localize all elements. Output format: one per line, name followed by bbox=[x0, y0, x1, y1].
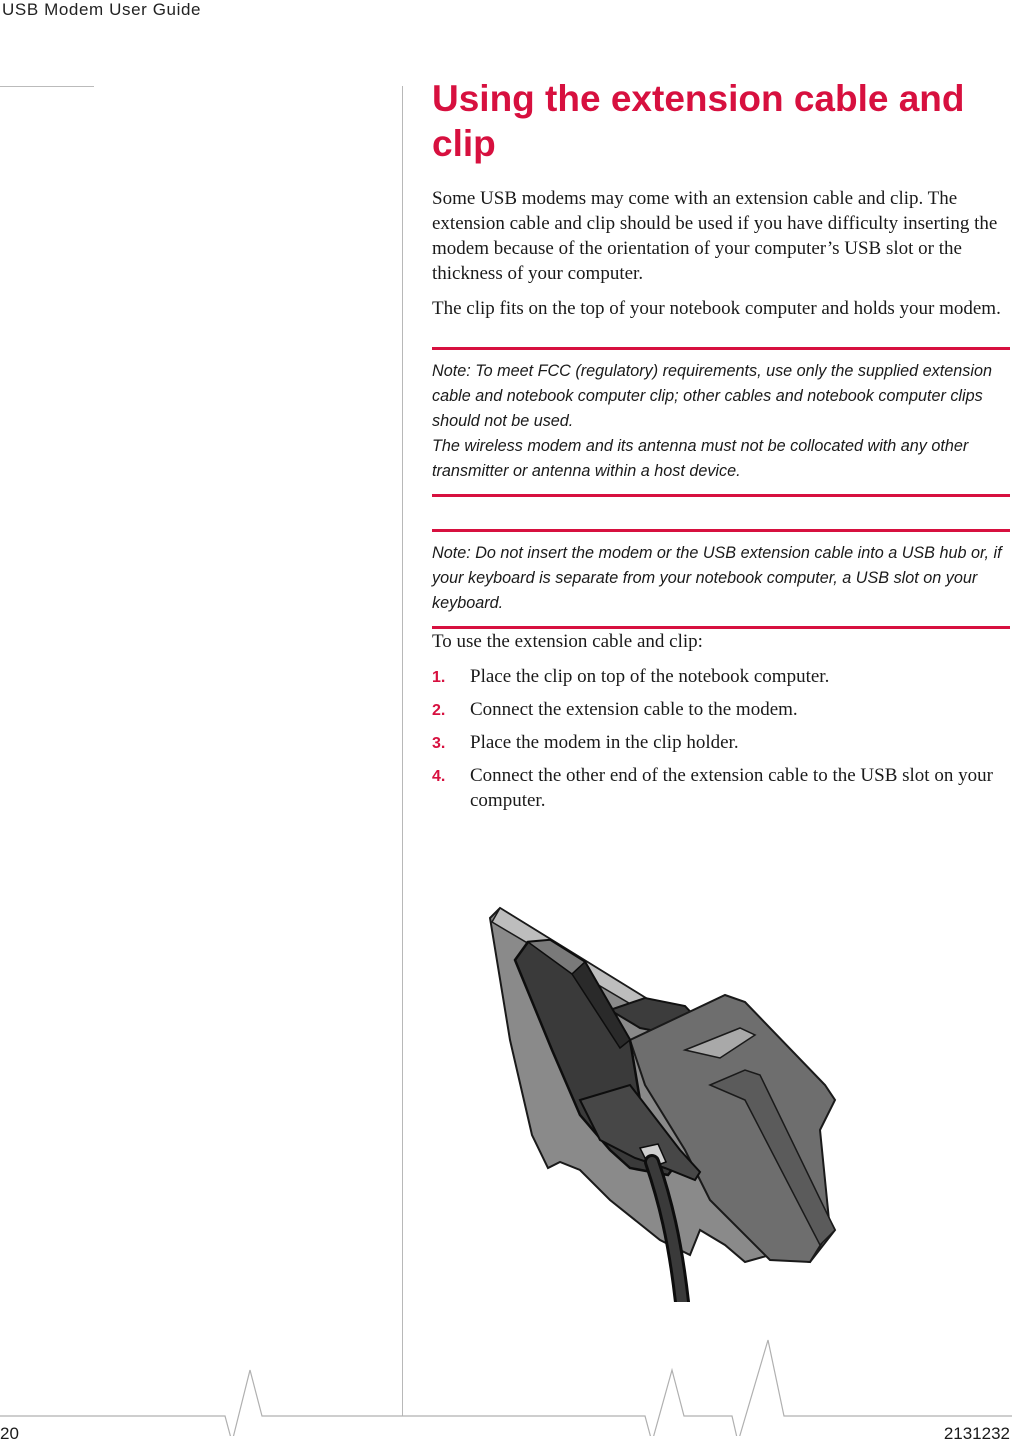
note-box-fcc bbox=[432, 347, 1010, 497]
column-divider bbox=[402, 86, 403, 1416]
document-number: 2131232 bbox=[943, 1424, 1010, 1443]
note-text: The wireless modem and its antenna must not be collocated with any other transmitter or antenna within a host device. bbox=[432, 437, 969, 480]
body-paragraph: The clip fits on the top of your notebook computer and holds your modem. bbox=[432, 298, 1001, 319]
footer-pulse-line bbox=[0, 1336, 1012, 1436]
section-title: Using the extension cable and clip bbox=[432, 78, 965, 164]
steps-intro: To use the extension cable and clip: bbox=[432, 631, 703, 652]
step-text: Connect the extension cable to the modem. bbox=[470, 699, 798, 720]
step-item bbox=[432, 730, 1010, 755]
step-item bbox=[432, 763, 1010, 813]
note-text: Note: Do not insert the modem or the USB extension cable into a USB hub or, if your keyboard is separate from your notebook computer, a USB slot on your keyboard. bbox=[432, 544, 1002, 612]
steps-list bbox=[432, 664, 1010, 813]
step-text: Place the clip on top of the notebook computer. bbox=[470, 666, 830, 687]
header-rule bbox=[0, 86, 94, 87]
step-text: Connect the other end of the extension cable to the USB slot on your computer. bbox=[470, 765, 993, 811]
running-header: USB Modem User Guide bbox=[2, 0, 202, 19]
step-item bbox=[432, 664, 1010, 689]
step-number: 4. bbox=[432, 768, 446, 785]
note-box-usb-hub bbox=[432, 529, 1010, 629]
step-number: 2. bbox=[432, 702, 446, 719]
main-content bbox=[432, 76, 1010, 821]
step-text: Place the modem in the clip holder. bbox=[470, 732, 739, 753]
modem-clip-illustration bbox=[470, 900, 840, 1302]
step-item bbox=[432, 697, 1010, 722]
page-number: 20 bbox=[0, 1424, 19, 1443]
note-text: Note: To meet FCC (regulatory) requirements, use only the supplied extension cable and notebook computer clip; other cables and notebook computer clips should not be used. bbox=[432, 362, 992, 430]
body-paragraph: Some USB modems may come with an extension cable and clip. The extension cable and clip should be used if you have difficulty inserting the modem because of the orientation of your computer’s USB slot or the thickness of your computer. bbox=[432, 188, 998, 284]
step-number: 1. bbox=[432, 669, 446, 686]
step-number: 3. bbox=[432, 735, 446, 752]
